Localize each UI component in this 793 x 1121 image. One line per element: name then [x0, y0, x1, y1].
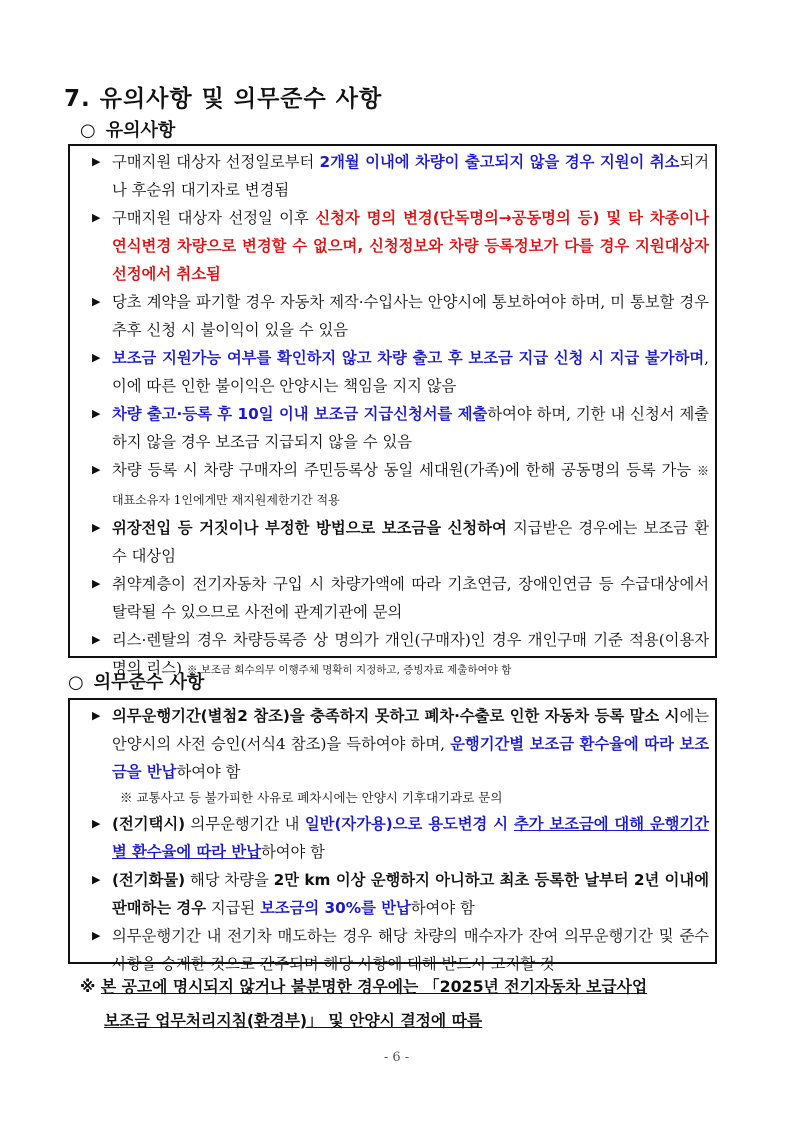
list-item	[80, 866, 709, 922]
item-text: 차량 등록 시 차량 구매자의 주민등록상 동일 세대원(가족)에 한해 공동명의 등록 가능	[112, 461, 697, 479]
item-text: 위장전입 등 거짓이나 부정한 방법으로 보조금을 신청하여	[112, 519, 507, 537]
reference-mark-icon: ※	[80, 977, 96, 996]
arrow-bullet-icon: ▶	[92, 521, 101, 534]
arrow-bullet-icon: ▶	[92, 351, 101, 364]
list-item	[80, 702, 709, 786]
section-heading-cautions: ○ 유의사항	[80, 120, 176, 141]
item-text: 신청자 명의 변경(단독명의→공동명의 등) 및 타 차종이나 연식변경 차량으로 변경할 수 없으며, 신청정보와 차량 등록정보가 다를 경우 지원대상자 선정에서 취소됨	[112, 209, 709, 283]
arrow-bullet-icon: ▶	[92, 929, 101, 942]
item-text: 차량 출고·등록 후 10일 이내 보조금 지급신청서를 제출	[112, 405, 488, 423]
item-text: ※ 보조금 회수의무 이행주체 명확히 지정하고, 증빙자료 제출하여야 함	[186, 664, 512, 676]
arrow-bullet-icon: ▶	[92, 577, 101, 590]
item-text: 추가 보조금에 대해 운행기간별 환수율에 따라 반납	[112, 815, 709, 861]
arrow-bullet-icon: ▶	[92, 211, 101, 224]
footer-notice	[80, 970, 728, 1038]
list-item	[80, 344, 709, 400]
item-text: , 이에 따른 인한 불이익은 안양시는 책임을 지지 않음	[112, 349, 709, 395]
note-line: ※ 교통사고 등 불가피한 사유로 폐차시에는 안양시 기후대기과로 문의	[120, 790, 503, 805]
list-item	[80, 400, 709, 456]
list-item	[80, 810, 709, 866]
item-text: 운행기간별 보조금 환수율에 따라 보조금을 반납	[112, 735, 710, 781]
item-text: 일반(자가용)으로 용도변경 시	[304, 815, 514, 833]
circle-icon: ○	[80, 120, 96, 141]
item-text: 취약계층이 전기자동차 구입 시 차량가액에 따라 기초연금, 장애인연금 등 수급대상에서 탈락될 수 있으므로 사전에 관계기관에 문의	[112, 575, 709, 621]
page-number: - 6 -	[383, 1050, 410, 1065]
arrow-bullet-icon: ▶	[92, 463, 101, 476]
item-text: 의무운행기간 내	[185, 815, 305, 833]
item-text: (전기택시)	[112, 815, 186, 833]
list-item	[80, 204, 709, 288]
footer-line-2: 보조금 업무처리지침(환경부)」 및 안양시 결정에 따름	[104, 1011, 483, 1030]
item-text: 의무운행기간 내 전기차 매도하는 경우 해당 차량의 매수자가 잔여 의무운행기간 및 준수사항을 승계한 것으로 간주되며 해당 사항에 대해 반드시 고지할 것	[112, 927, 709, 973]
list-item	[80, 148, 709, 204]
item-text: 하여야 함	[260, 843, 325, 861]
list-item	[80, 570, 709, 626]
obligations-box	[68, 698, 717, 973]
item-text: 에는 안양시의 사전 승인(서식4 참조)을 득하여야 하며,	[112, 707, 709, 753]
list-item	[80, 288, 709, 344]
item-text: 하여야 하며, 기한 내 신청서 제출하지 않을 경우 보조금 지급되지 않을 수 있음	[112, 405, 709, 451]
item-text: 하여야 함	[410, 899, 475, 917]
list-item	[80, 514, 709, 570]
cautions-box	[68, 144, 717, 677]
item-text: 하여야 함	[176, 763, 241, 781]
arrow-bullet-icon: ▶	[92, 633, 101, 646]
item-text: 지급된	[206, 899, 261, 917]
item-text: 지급받은 경우에는 보조금 환수 대상임	[112, 519, 709, 565]
page-title: 7. 유의사항 및 의무준수 사항	[64, 86, 383, 112]
item-text: 의무운행기간(별첨2 참조)을 충족하지 못하고 폐차·수출로 인한 자동차 등록 말소 시	[112, 707, 680, 725]
arrow-bullet-icon: ▶	[92, 155, 101, 168]
item-text: ※ 대표소유자 1인에게만 재지원제한기간 적용	[112, 464, 709, 507]
item-text: 2개월 이내에 차량이 출고되지 않을 경우 지원이 취소	[319, 153, 680, 171]
circle-icon: ○	[68, 672, 84, 693]
section-heading-obligations: ○ 의무준수 사항	[68, 672, 205, 693]
item-text: 구매지원 대상자 선정일로부터	[112, 153, 320, 171]
footer-line-1: ※ 본 공고에 명시되지 않거나 불분명한 경우에는 「2025년 전기자동차 보급사업	[80, 977, 648, 996]
arrow-bullet-icon: ▶	[92, 295, 101, 308]
item-text: (전기화물)	[112, 871, 186, 889]
arrow-bullet-icon: ▶	[92, 817, 101, 830]
item-text: 리스·렌탈의 경우 차량등록증 상 명의가 개인(구매자)인 경우 개인구매 기준 적용(이용자명의 리스)	[112, 631, 709, 677]
item-text: 2만 km 이상 운행하지 아니하고 최초 등록한 날부터 2년 이내에 판매하는 경우	[112, 871, 709, 917]
item-text: 구매지원 대상자 선정일 이후	[112, 209, 316, 227]
arrow-bullet-icon: ▶	[92, 873, 101, 886]
item-text: 되거나 후순위 대기자로 변경됨	[112, 153, 709, 199]
arrow-bullet-icon: ▶	[92, 709, 101, 722]
item-text: 보조금의 30%를 반납	[260, 899, 411, 917]
item-text: 해당 차량을	[185, 871, 274, 889]
list-item	[80, 456, 709, 514]
arrow-bullet-icon: ▶	[92, 407, 101, 420]
item-text: 보조금 지원가능 여부를 확인하지 않고 차량 출고 후 보조금 지급 신청 시 지급 불가하며	[112, 349, 705, 367]
item-text: 당초 계약을 파기할 경우 자동차 제작·수입사는 안양시에 통보하여야 하며, 미 통보할 경우 추후 신청 시 불이익이 있을 수 있음	[112, 293, 709, 339]
